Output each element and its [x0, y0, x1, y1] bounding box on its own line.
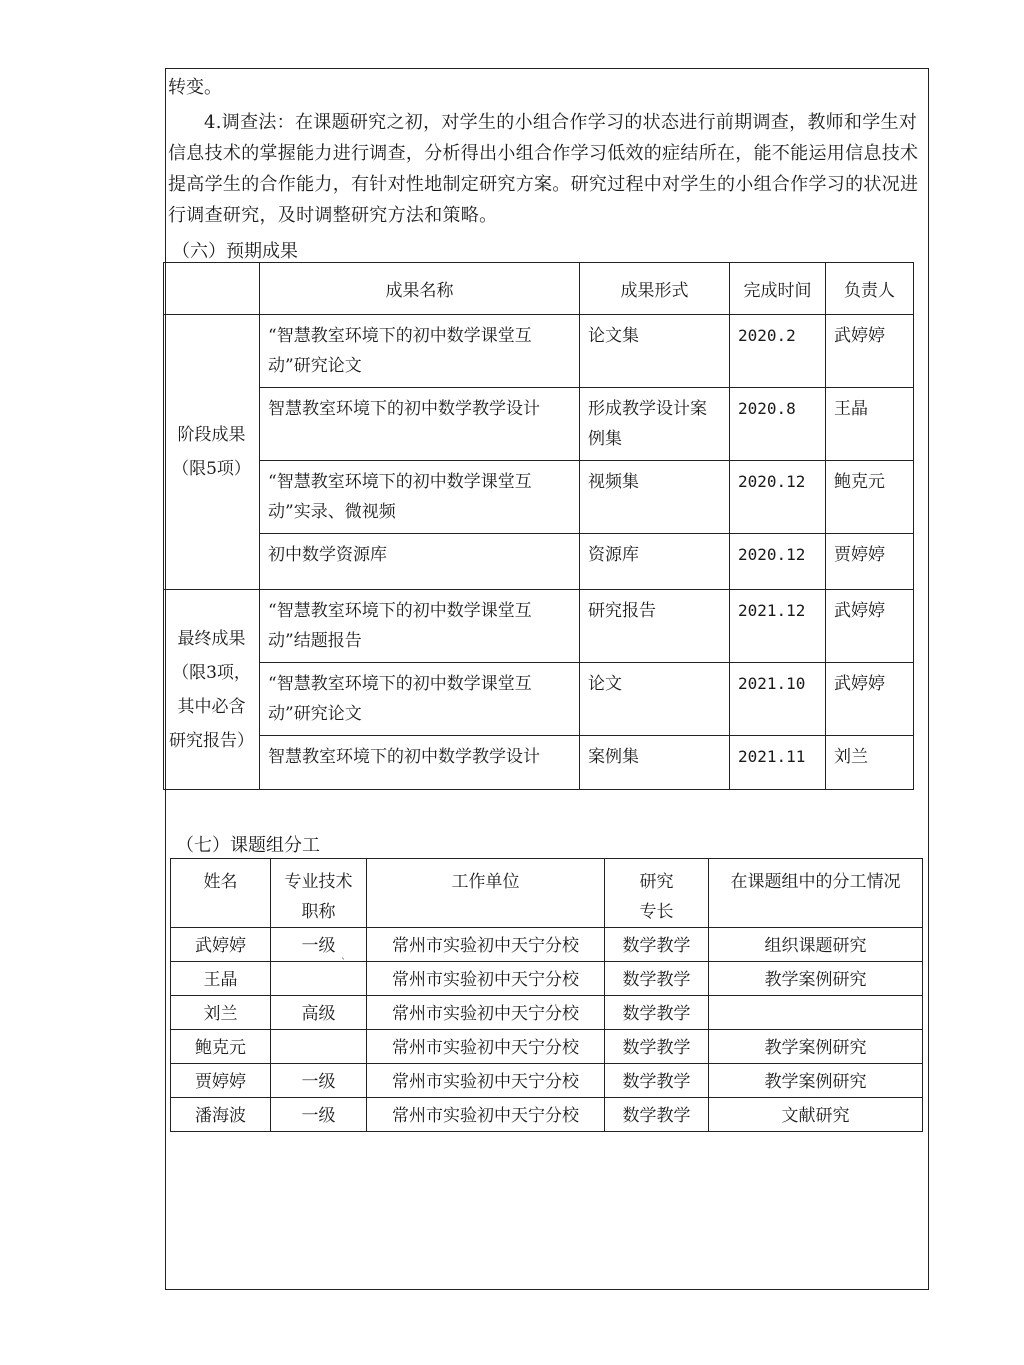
table-header-row	[164, 263, 914, 315]
member-name: 贾婷婷	[171, 1064, 271, 1098]
header-blank	[164, 263, 260, 315]
result-form: 研究报告	[580, 590, 730, 663]
header-result-name: 成果名称	[260, 263, 580, 315]
member-name: 刘兰	[171, 996, 271, 1030]
member-specialty: 数学教学	[605, 928, 709, 962]
result-date: 2020.12	[730, 461, 826, 534]
member-duty: 教学案例研究	[709, 962, 923, 996]
member-duty: 组织课题研究	[709, 928, 923, 962]
member-specialty: 数学教学	[605, 962, 709, 996]
member-name: 武婷婷	[171, 928, 271, 962]
result-date: 2021.10	[730, 663, 826, 736]
member-title: 高级	[271, 996, 367, 1030]
final-results-label: 最终成果 （限3项， 其中必含 研究报告）	[164, 590, 260, 790]
header-professional-title: 专业技术 职称	[271, 859, 367, 928]
result-name: “智慧教室环境下的初中数学课堂互动”研究论文	[260, 663, 580, 736]
member-specialty: 数学教学	[605, 996, 709, 1030]
result-name: “智慧教室环境下的初中数学课堂互动”结题报告	[260, 590, 580, 663]
table-row	[164, 534, 914, 590]
member-unit: 常州市实验初中天宁分校	[367, 1064, 605, 1098]
table-row	[164, 461, 914, 534]
stray-ink-mark: ˋ	[341, 958, 346, 969]
member-specialty: 数学教学	[605, 1098, 709, 1132]
table-header-row	[171, 859, 923, 928]
member-name: 鲍克元	[171, 1030, 271, 1064]
member-unit: 常州市实验初中天宁分校	[367, 928, 605, 962]
result-form: 案例集	[580, 736, 730, 790]
member-name: 王晶	[171, 962, 271, 996]
member-duty: 文献研究	[709, 1098, 923, 1132]
table-row	[171, 996, 923, 1030]
header-name: 姓名	[171, 859, 271, 928]
member-specialty: 数学教学	[605, 1064, 709, 1098]
result-date: 2020.12	[730, 534, 826, 590]
member-duty	[709, 996, 923, 1030]
member-title: 一级	[271, 1098, 367, 1132]
result-form: 形成教学设计案例集	[580, 388, 730, 461]
result-form: 资源库	[580, 534, 730, 590]
header-owner: 负责人	[826, 263, 914, 315]
member-title: 一级	[271, 1064, 367, 1098]
team-division-table	[170, 858, 923, 1132]
header-result-form: 成果形式	[580, 263, 730, 315]
result-owner: 刘兰	[826, 736, 914, 790]
result-owner: 贾婷婷	[826, 534, 914, 590]
result-date: 2021.11	[730, 736, 826, 790]
result-owner: 武婷婷	[826, 315, 914, 388]
member-duty: 教学案例研究	[709, 1064, 923, 1098]
section7-title: （七）课题组分工	[176, 835, 320, 856]
table-row	[171, 928, 923, 962]
result-name: 智慧教室环境下的初中数学教学设计	[260, 388, 580, 461]
expected-results-table	[163, 262, 914, 790]
result-date: 2021.12	[730, 590, 826, 663]
header-specialty: 研究 专长	[605, 859, 709, 928]
paragraph-continuation: 转变。	[168, 77, 222, 98]
stage-results-label: 阶段成果 （限5项）	[164, 315, 260, 590]
result-name: 智慧教室环境下的初中数学教学设计	[260, 736, 580, 790]
result-name: 初中数学资源库	[260, 534, 580, 590]
member-duty: 教学案例研究	[709, 1030, 923, 1064]
result-form: 论文	[580, 663, 730, 736]
result-form: 视频集	[580, 461, 730, 534]
header-work-unit: 工作单位	[367, 859, 605, 928]
result-owner: 王晶	[826, 388, 914, 461]
member-unit: 常州市实验初中天宁分校	[367, 1098, 605, 1132]
table-row	[171, 1030, 923, 1064]
result-date: 2020.2	[730, 315, 826, 388]
member-unit: 常州市实验初中天宁分校	[367, 1030, 605, 1064]
header-completion-time: 完成时间	[730, 263, 826, 315]
method-paragraph: 4.调查法：在课题研究之初，对学生的小组合作学习的状态进行前期调查，教师和学生对信息技术的掌握能力进行调查，分析得出小组合作学习低效的症结所在，能不能运用信息技术提高学生的合作能力，有针对性地制定研究方案。研究过程中对学生的小组合作学习的状况进行调查研究，及时调整研究方法和策略。	[168, 112, 919, 226]
table-row	[164, 590, 914, 663]
member-title: 一级	[271, 928, 367, 962]
result-name: “智慧教室环境下的初中数学课堂互动”研究论文	[260, 315, 580, 388]
table-row	[164, 663, 914, 736]
table-row	[171, 1064, 923, 1098]
result-form: 论文集	[580, 315, 730, 388]
header-duty: 在课题组中的分工情况	[709, 859, 923, 928]
member-specialty: 数学教学	[605, 1030, 709, 1064]
result-owner: 武婷婷	[826, 590, 914, 663]
table-row	[171, 962, 923, 996]
table-row	[171, 1098, 923, 1132]
member-title	[271, 1030, 367, 1064]
section6-title: （六）预期成果	[172, 241, 298, 262]
table-row	[164, 388, 914, 461]
member-unit: 常州市实验初中天宁分校	[367, 962, 605, 996]
result-owner: 武婷婷	[826, 663, 914, 736]
result-owner: 鲍克元	[826, 461, 914, 534]
member-name: 潘海波	[171, 1098, 271, 1132]
member-unit: 常州市实验初中天宁分校	[367, 996, 605, 1030]
member-title	[271, 962, 367, 996]
result-date: 2020.8	[730, 388, 826, 461]
result-name: “智慧教室环境下的初中数学课堂互动”实录、微视频	[260, 461, 580, 534]
table-row	[164, 736, 914, 790]
table-row	[164, 315, 914, 388]
